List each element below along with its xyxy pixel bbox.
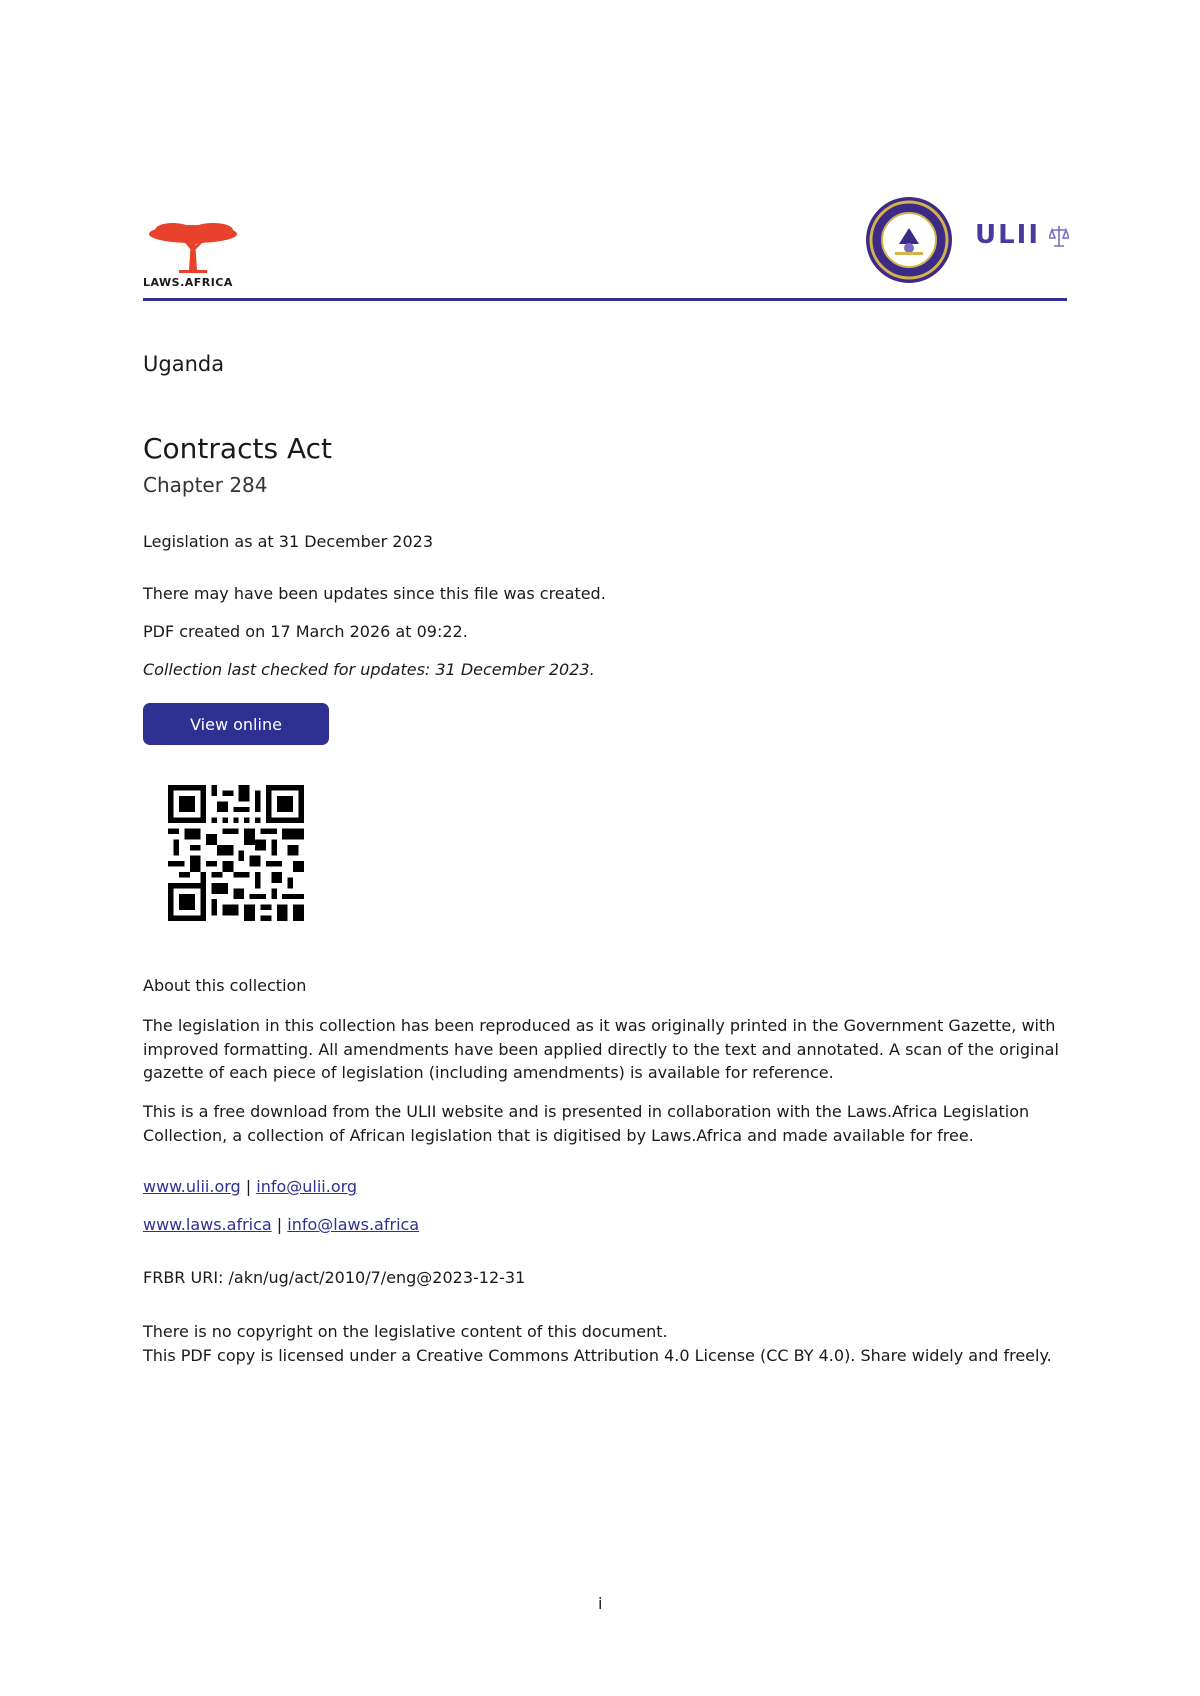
page-number: i [598, 1594, 603, 1613]
about-paragraph: The legislation in this collection has been reproduced as it was originally printed in the Government Gazette, with improved formatting. All amendments have been applied directly to the text and annotated. A scan of the original gazette of each piece of legislation (including amendments) is available for reference. [143, 1016, 1059, 1082]
ulii-website-link[interactable]: www.ulii.org [143, 1177, 241, 1196]
frbr-uri: FRBR URI: /akn/ug/act/2010/7/eng@2023-12-31 [143, 1268, 526, 1287]
license-note: This PDF copy is licensed under a Creative Commons Attribution 4.0 License (CC BY 4.0). Share widely and freely. [143, 1346, 1052, 1365]
link-separator: | [245, 1177, 252, 1196]
laws-africa-wordmark: LAWS.AFRICA [143, 276, 233, 289]
judiciary-seal-icon [865, 196, 953, 284]
legislation-as-at: Legislation as at 31 December 2023 [143, 532, 434, 551]
link-separator: | [276, 1215, 283, 1234]
about-heading: About this collection [143, 976, 307, 995]
collection-checked-date: Collection last checked for updates: 31 December 2023. [143, 660, 595, 679]
laws-africa-website-link[interactable]: www.laws.africa [143, 1215, 272, 1234]
ulii-links [143, 1177, 357, 1196]
country-label: Uganda [143, 352, 225, 376]
qr-code-icon [168, 785, 304, 921]
pdf-created-date: PDF created on 17 March 2026 at 09:22. [143, 622, 468, 641]
scales-icon [1049, 224, 1069, 248]
ulii-wordmark: ULII [975, 220, 1041, 250]
view-online-button[interactable]: View online [143, 703, 329, 745]
laws-africa-email-link[interactable]: info@laws.africa [287, 1215, 420, 1234]
copyright-note: There is no copyright on the legislative content of this document. [143, 1322, 668, 1341]
ulii-logo [975, 220, 1071, 260]
about-paragraph: This is a free download from the ULII website and is presented in collaboration with the Laws.Africa Legislation Collection, a collection of African legislation that is digitised by Laws.Africa and made available for free. [143, 1102, 1030, 1145]
chapter-label: Chapter 284 [143, 473, 268, 497]
document-header [143, 180, 1067, 301]
laws-africa-links [143, 1215, 419, 1234]
document-title: Contracts Act [143, 432, 332, 465]
ulii-email-link[interactable]: info@ulii.org [256, 1177, 358, 1196]
updates-note: There may have been updates since this file was created. [143, 584, 606, 603]
